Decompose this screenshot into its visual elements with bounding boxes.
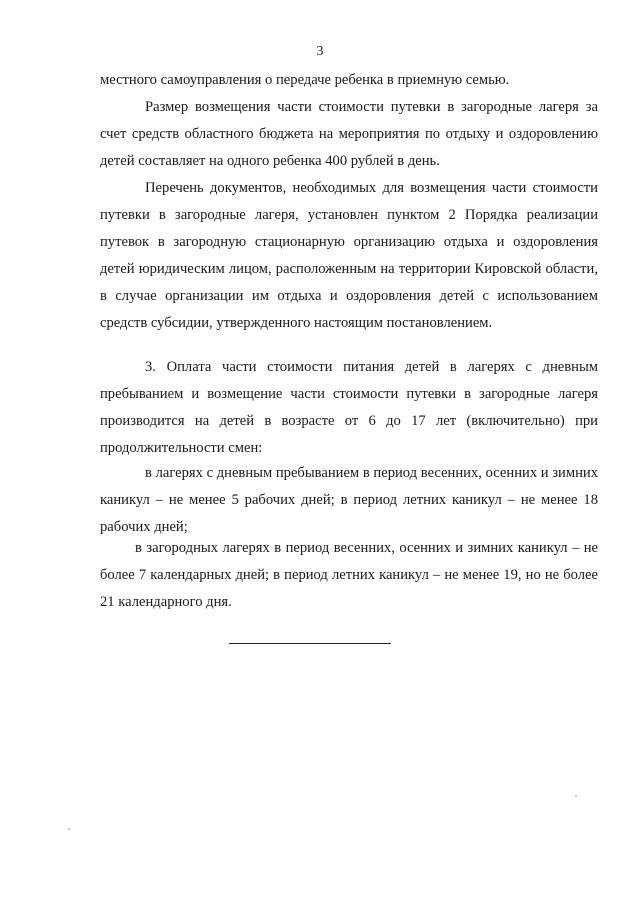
page-number: 3: [316, 44, 324, 59]
scan-speck: [68, 828, 70, 830]
paragraph-documents-list: Перечень документов, необходимых для возмещения части стоимости путевки в загородные лагеря, установлен пунктом 2 Порядка реализации путевок в загородную стационарную организацию отдыха и оздоровления детей юридическим лицом, расположенным на территории Кировской области, в случае организации им отдыха и оздоровления детей с использованием средств субсидии, утвержденного настоящим постановлением.: [100, 180, 598, 331]
paragraph-continuation: местного самоуправления о передаче ребенка в приемную семью.: [100, 72, 510, 88]
paragraph-item-3: 3. Оплата части стоимости питания детей в лагерях с дневным пребыванием и возмещение части стоимости путевки в загородные лагеря производится на детей в возрасте от 6 до 17 лет (включительно) при продолжительности смен:: [100, 359, 598, 456]
end-divider-line: [229, 643, 391, 644]
scan-speck: [575, 795, 577, 797]
paragraph-compensation-amount: Размер возмещения части стоимости путевки в загородные лагеря за счет средств областного бюджета на мероприятия по отдыху и оздоровлению детей составляет на одного ребенка 400 рублей в день.: [100, 99, 598, 169]
paragraph-day-camps: в лагерях с дневным пребыванием в период весенних, осенних и зимних каникул – не менее 5 рабочих дней; в период летних каникул – не менее 18 рабочих дней;: [100, 465, 598, 535]
paragraph-country-camps: в загородных лагерях в период весенних, осенних и зимних каникул – не более 7 календарных дней; в период летних каникул – не менее 19, но не более 21 календарного дня.: [100, 540, 598, 610]
